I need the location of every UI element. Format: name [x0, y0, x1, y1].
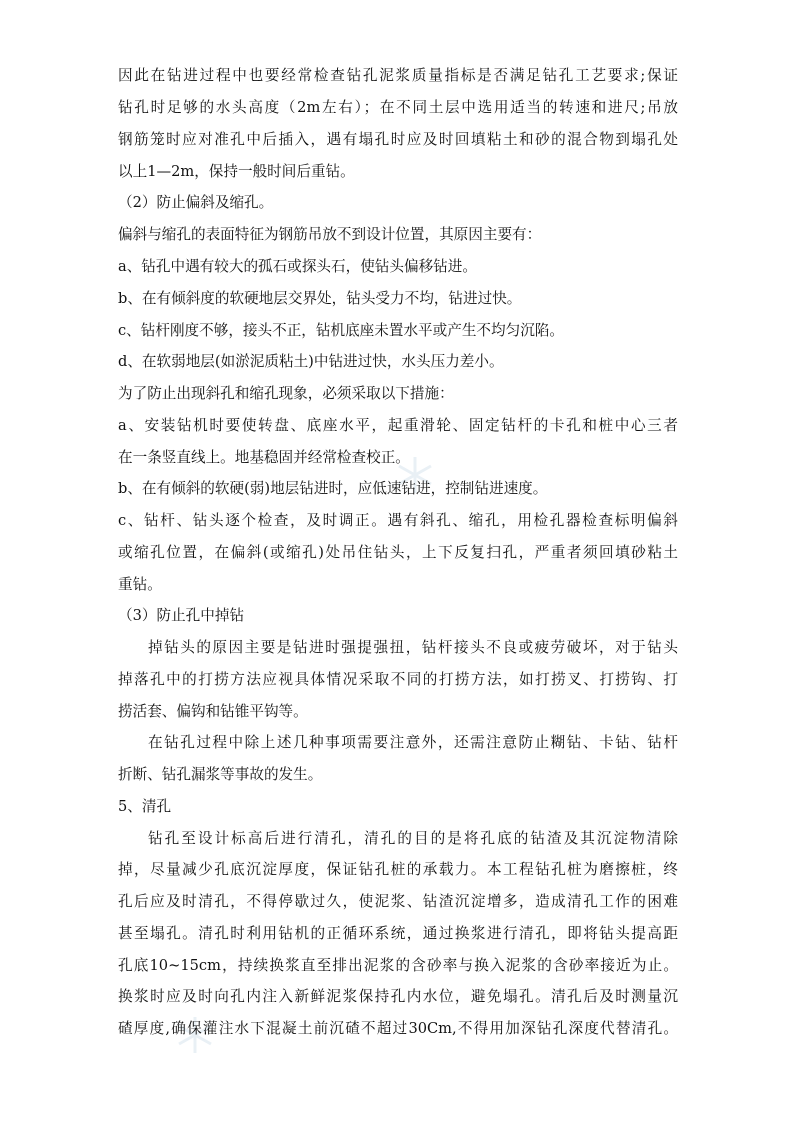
section-heading: （3）防止孔中掉钻: [118, 607, 245, 624]
text-line: 折断、钻孔漏浆等事故的发生。: [118, 766, 323, 783]
text-line: 捞活套、偏钩和钻锥平钩等。: [118, 703, 308, 720]
text-line: 在一条竖直线上。地基稳固并经常检查校正。: [118, 449, 410, 466]
list-item: d、在软弱地层(如淤泥质粘土)中钻进过快，水头压力差小。: [118, 353, 504, 370]
section-heading: 5、清孔: [118, 798, 172, 815]
text-line: 为了防止出现斜孔和缩孔现象，必须采取以下措施：: [118, 385, 454, 402]
list-item: c、钻杆、钻头逐个检查，及时调正。遇有斜孔、缩孔，用检孔器检查标明偏斜: [118, 512, 678, 529]
list-item: b、在有倾斜的软硬(弱)地层钻进时，应低速钻进，控制钻进速度。: [118, 480, 548, 497]
text-line: 或缩孔位置，在偏斜(或缩孔)处吊住钻头，上下反复扫孔，严重者须回填砂粘土: [118, 544, 678, 561]
text-line: 甚至塌孔。清孔时利用钻机的正循环系统，通过换浆进行清孔，即将钻头提高距: [118, 925, 678, 942]
text-line: 掉钻头的原因主要是钻进时强提强扭，钻杆接头不良或疲劳破坏，对于钻头: [148, 639, 678, 656]
text-line: 在钻孔过程中除上述几种事项需要注意外，还需注意防止糊钻、卡钻、钻杆: [148, 734, 678, 751]
text-line: 孔底10~15cm，持续换浆直至排出泥浆的含砂率与换入泥浆的含砂率接近为止。: [118, 957, 678, 974]
list-item: b、在有倾斜度的软硬地层交界处，钻头受力不均，钻进过快。: [118, 290, 522, 307]
text-line: 孔后应及时清孔，不得停歇过久，使泥浆、钻渣沉淀增多，造成清孔工作的困难: [118, 893, 678, 910]
text-line: 钢筋笼时应对准孔中后插入，遇有塌孔时应及时回填粘土和砂的混合物到塌孔处: [118, 131, 678, 148]
text-line: 钻孔至设计标高后进行清孔，清孔的目的是将孔底的钻渣及其沉淀物清除: [148, 830, 678, 847]
text-line: 以上1—2m，保持一般时间后重钻。: [118, 163, 355, 180]
list-item: a、钻孔中遇有较大的孤石或探头石，使钻头偏移钻进。: [118, 258, 477, 275]
section-heading: （2）防止偏斜及缩孔。: [118, 194, 274, 211]
text-line: 因此在钻进过程中也要经常检查钻孔泥浆质量指标是否满足钻孔工艺要求;保证: [118, 67, 678, 84]
text-line: 掉，尽量减少孔底沉淀厚度，保证钻孔桩的承载力。本工程钻孔桩为磨擦桩，终: [118, 861, 678, 878]
list-item: a、安装钻机时要使转盘、底座水平，起重滑轮、固定钻杆的卡孔和桩中心三者: [118, 417, 678, 434]
text-line: 偏斜与缩孔的表面特征为钢筋吊放不到设计位置，其原因主要有：: [118, 226, 542, 243]
text-line: 换浆时应及时向孔内注入新鲜泥浆保持孔内水位，避免塌孔。清孔后及时测量沉: [118, 988, 678, 1005]
text-line: 钻孔时足够的水头高度（2m左右）；在不同土层中选用适当的转速和进尺;吊放: [118, 99, 678, 116]
text-line: 重钻。: [118, 576, 162, 593]
text-line: 碴厚度,确保灌注水下混凝土前沉碴不超过30Cm,不得用加深钻孔深度代替清孔。: [118, 1020, 678, 1037]
list-item: c、钻杆刚度不够，接头不正，钻机底座未置水平或产生不均匀沉陷。: [118, 322, 564, 339]
text-line: 掉落孔中的打捞方法应视具体情况采取不同的打捞方法，如打捞叉、打捞钩、打: [118, 671, 678, 688]
